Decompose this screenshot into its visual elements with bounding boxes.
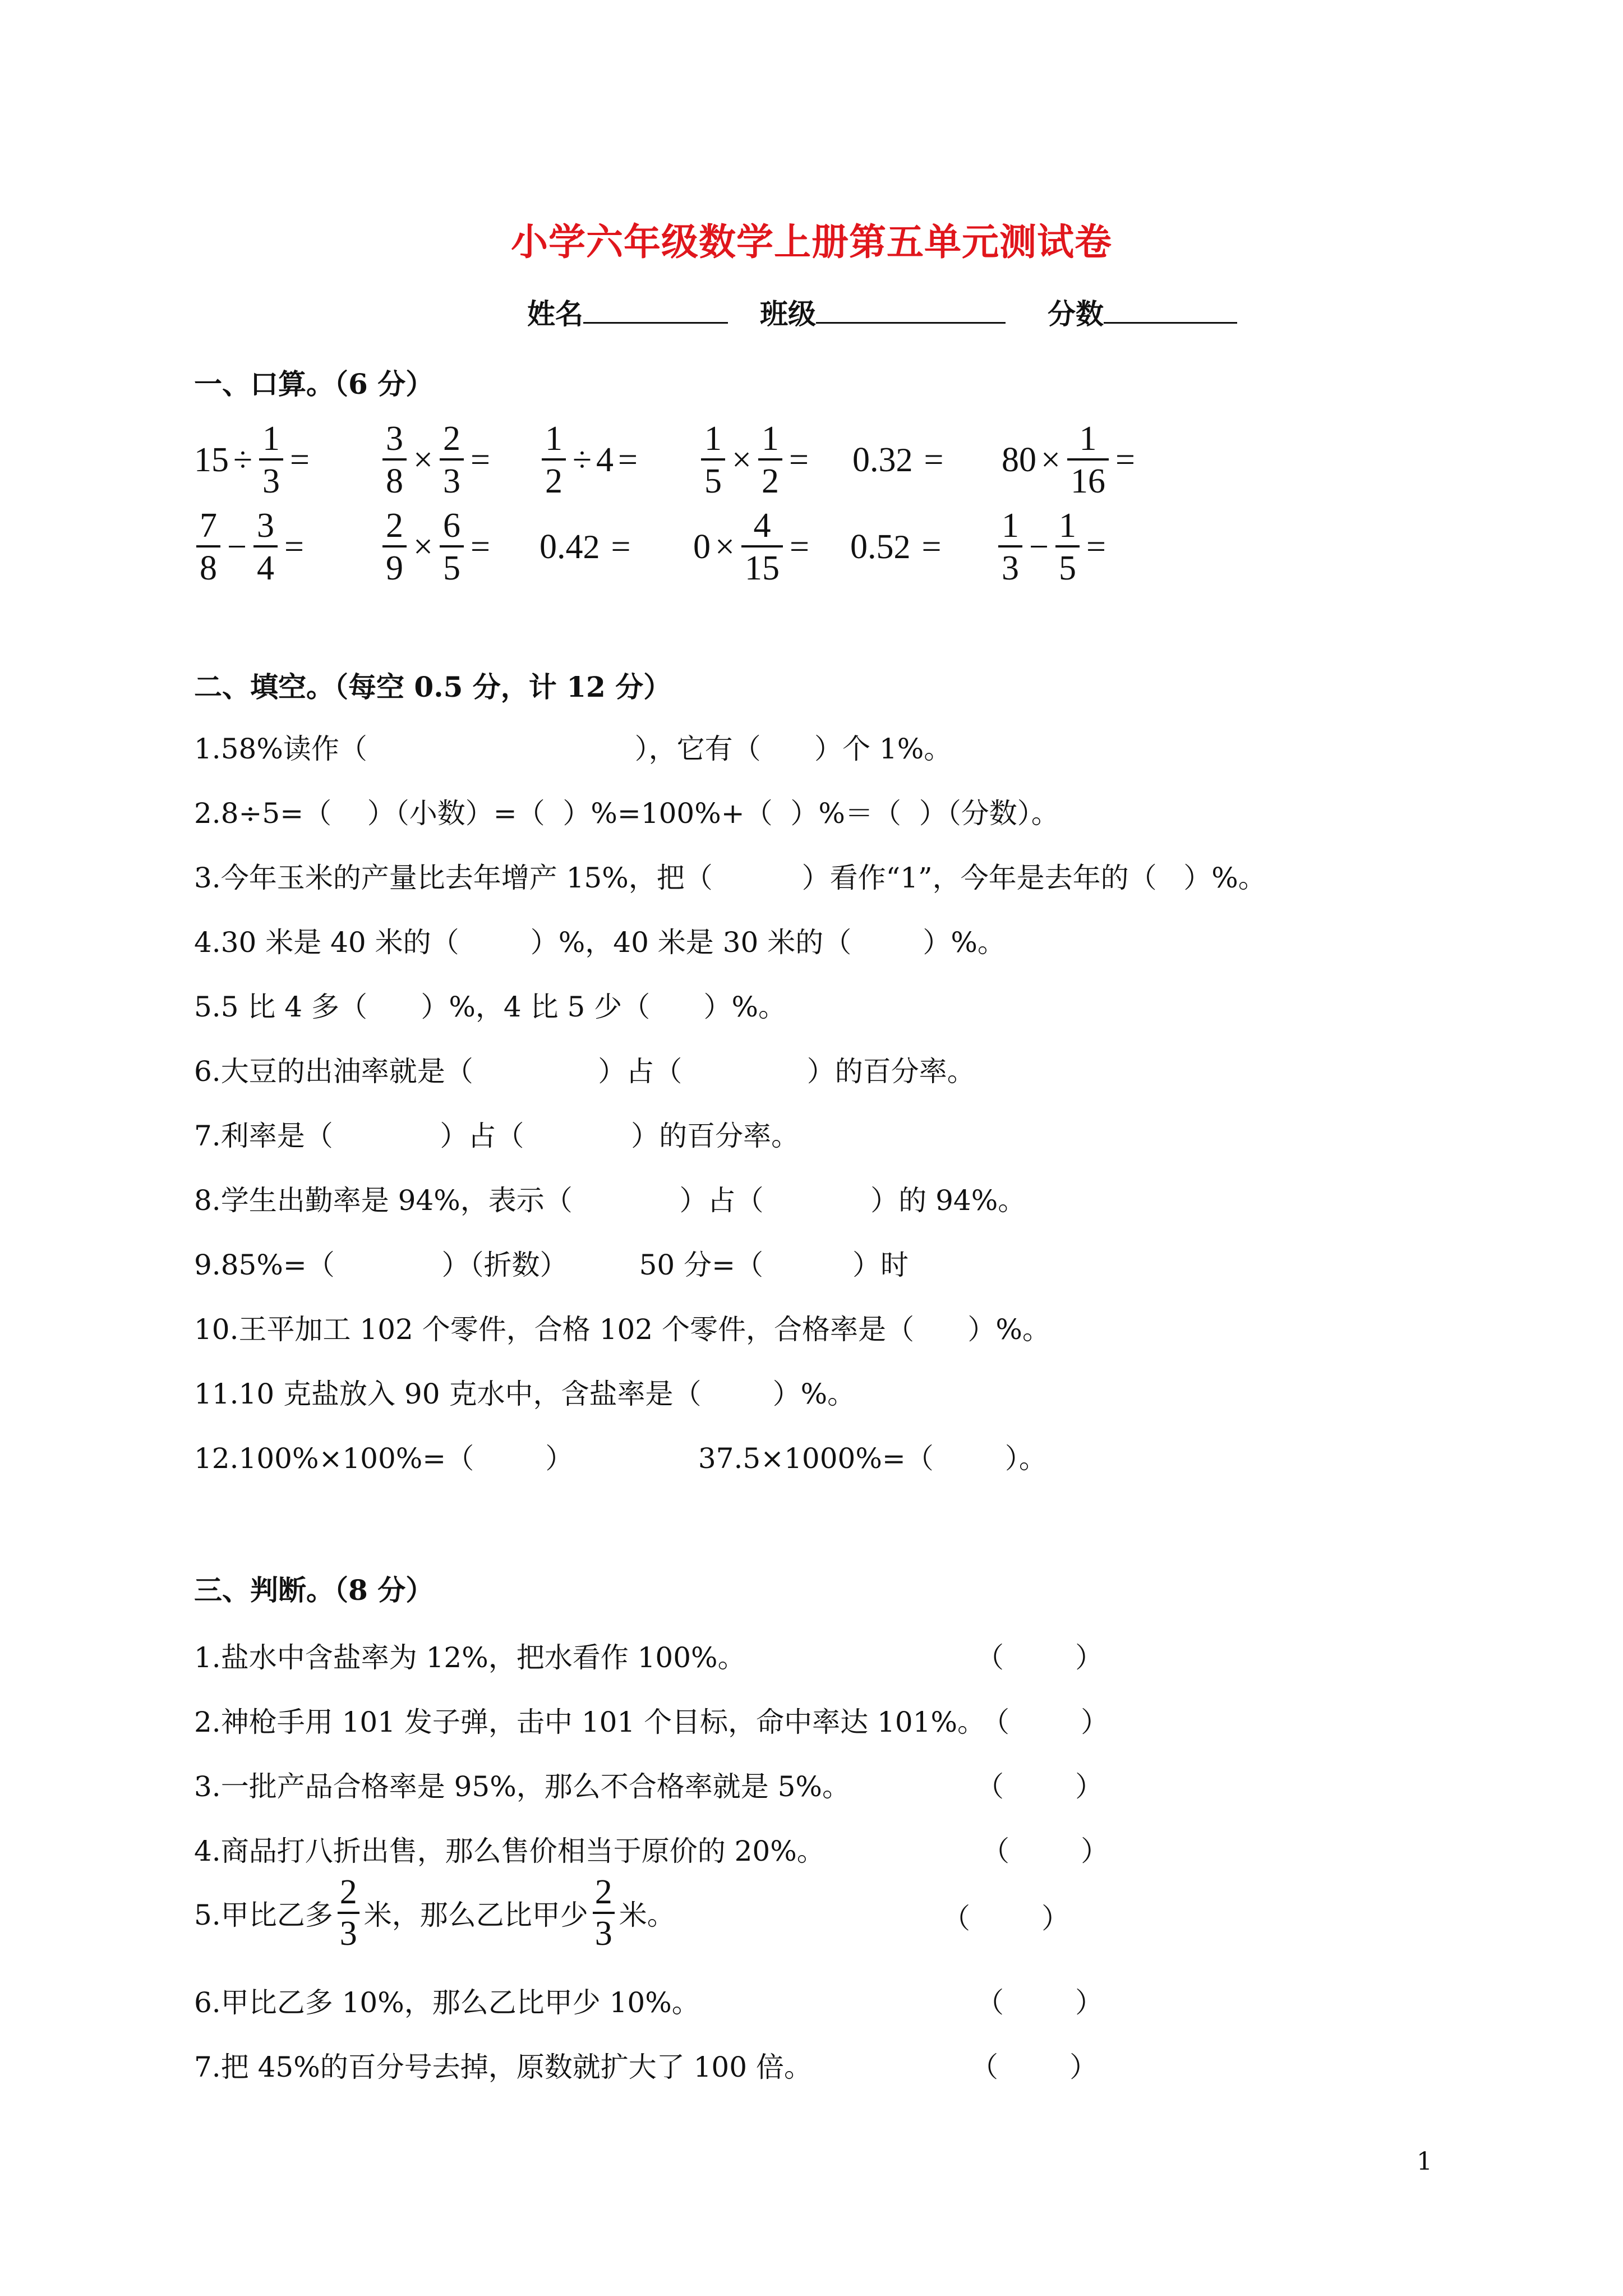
equals-sign: = xyxy=(924,440,944,479)
score-field xyxy=(1048,292,1237,332)
fraction: $\frac{1}{2}$ xyxy=(758,421,782,499)
equals-sign: = xyxy=(470,527,490,566)
equals-sign: = xyxy=(1115,440,1135,479)
fraction: $\frac{3}{8}$ xyxy=(382,421,407,499)
fraction: $\frac{7}{8}$ xyxy=(196,508,220,586)
equals-sign: = xyxy=(618,440,638,479)
judge-answer-paren[interactable]: （ ） xyxy=(976,1986,1104,2019)
fill-question[interactable]: 10.王平加工 102 个零件，合格 102 个零件，合格率是（ ）%。 xyxy=(194,1313,1050,1346)
math-number: 0.4 xyxy=(540,527,583,566)
fraction: $\frac{1}{3}$ xyxy=(998,508,1022,586)
equals-sign: = xyxy=(921,527,942,566)
fill-question[interactable]: 3.今年玉米的产量比去年增产 15%，把（ ）看作“1”，今年是去年的（ ）%。 xyxy=(194,862,1266,894)
judge-answer-paren[interactable]: （ ） xyxy=(981,1835,1109,1867)
fraction: $\frac{1}{16}$ xyxy=(1067,421,1109,499)
fill-question[interactable]: 8.学生出勤率是 94%，表示（ ）占（ ）的 94%。 xyxy=(194,1184,1026,1217)
fraction: $\frac{1}{3}$ xyxy=(259,421,283,499)
page-number: 1 xyxy=(1417,2147,1432,2176)
oral-item xyxy=(996,474,1110,620)
fill-question[interactable]: 6.大豆的出油率就是（ ）占（ ）的百分率。 xyxy=(194,1055,975,1088)
judge-question: 5.甲比乙多 $\frac{2}{3}$ 米，那么乙比甲少 $\frac{2}{3}$ 米。 xyxy=(194,1873,675,1953)
math-operator: × xyxy=(413,527,433,566)
judge-answer-paren[interactable]: （ ） xyxy=(970,2051,1098,2083)
math-operator: − xyxy=(227,527,247,566)
oral-item xyxy=(380,474,495,620)
fill-question[interactable]: 2.8÷5=（ ）（小数）=（ ）%=100%+（ ）%＝（ ）（分数）。 xyxy=(194,797,1059,830)
judge-answer-paren[interactable]: （ ） xyxy=(942,1902,1070,1935)
math-operator: × xyxy=(715,527,735,566)
section-3-heading: 三、判断。（8 分） xyxy=(194,1573,434,1607)
equals-sign: = xyxy=(290,440,310,479)
class-label: 班级 xyxy=(760,297,816,330)
equals-sign: = xyxy=(1086,527,1106,566)
section-2-heading: 二、填空。（每空 0.5 分，计 12 分） xyxy=(194,670,672,703)
math-operator: ÷ xyxy=(233,440,253,479)
math-number: 0.3 xyxy=(852,440,896,479)
math-operator: ÷ xyxy=(573,440,592,479)
math-number: 15 xyxy=(194,440,229,479)
math-number: 4 xyxy=(596,440,614,479)
fraction: $\frac{2}{3}$ xyxy=(593,1875,615,1951)
fraction: $\frac{4}{15}$ xyxy=(741,508,783,586)
judge-question: 1.盐水中含盐率为 12%，把水看作 100%。 xyxy=(194,1641,746,1674)
judge-answer-paren[interactable]: （ ） xyxy=(976,1770,1104,1803)
fill-question[interactable]: 5.5 比 4 多（ ）%，4 比 5 少（ ）%。 xyxy=(194,991,787,1023)
fill-question[interactable]: 12.100%×100%=（ ） 37.5×1000%=（ ）。 xyxy=(194,1442,1047,1475)
oral-item: 0.5 2 = xyxy=(850,474,946,620)
equals-sign: = xyxy=(789,440,809,479)
fraction: $\frac{2}{9}$ xyxy=(382,508,407,586)
oral-item: 0.4 2 = xyxy=(540,474,635,620)
fraction: $\frac{1}{2}$ xyxy=(542,421,566,499)
judge-question: 6.甲比乙多 10%，那么乙比甲少 10%。 xyxy=(194,1986,700,2019)
page-title: 小学六年级数学上册第五单元测试卷 xyxy=(511,220,1112,264)
math-number: 80 xyxy=(1002,440,1036,479)
score-blank[interactable] xyxy=(1104,295,1237,324)
judge-question: 2.神枪手用 101 发子弹，击中 101 个目标，命中率达 101%。 xyxy=(194,1706,985,1738)
name-field xyxy=(527,292,728,332)
equals-sign: = xyxy=(470,440,490,479)
fraction: $\frac{1}{5}$ xyxy=(1055,508,1080,586)
math-number: 0.5 xyxy=(850,527,894,566)
equals-sign: = xyxy=(789,527,809,566)
fraction: $\frac{1}{5}$ xyxy=(701,421,725,499)
judge-answer-paren[interactable]: （ ） xyxy=(976,1641,1104,1674)
judge-answer-paren[interactable]: （ ） xyxy=(981,1706,1109,1738)
math-operator: × xyxy=(1041,440,1061,479)
math-operator: × xyxy=(732,440,751,479)
oral-item xyxy=(194,474,308,620)
judge-question: 7.把 45%的百分号去掉，原数就扩大了 100 倍。 xyxy=(194,2051,812,2083)
math-operator: − xyxy=(1029,527,1049,566)
fill-question[interactable]: 1.58%读作（ ），它有（ ）个 1%。 xyxy=(194,733,952,765)
class-blank[interactable] xyxy=(816,295,1006,324)
score-label: 分数 xyxy=(1048,297,1104,330)
equals-sign: = xyxy=(611,527,631,566)
fraction: $\frac{2}{3}$ xyxy=(440,421,464,499)
fill-question[interactable]: 9.85%=（ ）（折数） 50 分=（ ）时 xyxy=(194,1249,909,1281)
fraction: $\frac{6}{5}$ xyxy=(440,508,464,586)
math-operator: × xyxy=(413,440,433,479)
fraction: $\frac{3}{4}$ xyxy=(253,508,278,586)
class-field xyxy=(760,292,1006,332)
judge-question: 3.一批产品合格率是 95%，那么不合格率就是 5%。 xyxy=(194,1770,850,1803)
fill-question[interactable]: 11.10 克盐放入 90 克水中，含盐率是（ ）%。 xyxy=(194,1378,856,1410)
name-blank[interactable] xyxy=(583,295,728,324)
fill-question[interactable]: 7.利率是（ ）占（ ）的百分率。 xyxy=(194,1120,800,1152)
fill-question[interactable]: 4.30 米是 40 米的（ ）%，40 米是 30 米的（ ）%。 xyxy=(194,926,1006,959)
judge-question: 4.商品打八折出售，那么售价相当于原价的 20%。 xyxy=(194,1835,825,1867)
oral-item xyxy=(693,474,814,620)
oral-item: 0.3 2 = xyxy=(852,387,948,533)
name-label: 姓名 xyxy=(527,297,583,330)
equals-sign: = xyxy=(284,527,304,566)
fraction: $\frac{2}{3}$ xyxy=(338,1875,359,1951)
math-number: 0 xyxy=(693,527,711,566)
section-1-heading: 一、口算。（6 分） xyxy=(194,367,434,401)
